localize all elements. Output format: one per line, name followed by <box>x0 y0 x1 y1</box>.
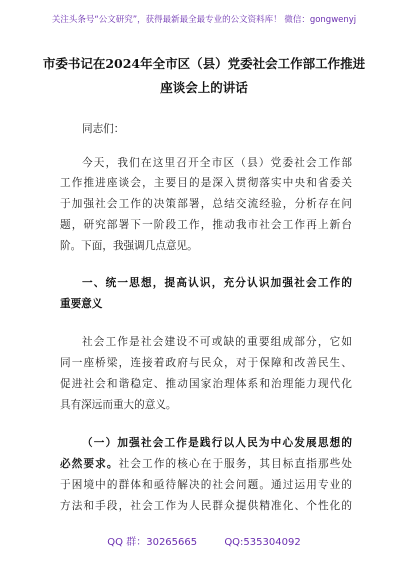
footer-qq-group: QQ 群：30265665 <box>107 537 198 548</box>
paragraph-1-line: 工作推进座谈会，主要目的是深入贯彻落实中央和省委关 <box>60 177 352 189</box>
salutation: 同志们： <box>82 123 125 135</box>
paragraph-3-line: 于困境中的群体和亟待解决的社会问题。通过运用专业的 <box>60 479 352 491</box>
paragraph-1-line: 题，研究部署下一阶段工作，推动我市社会工作再上新台 <box>60 219 352 231</box>
paragraph-1-line: 今天，我们在这里召开全市区（县）党委社会工作部 <box>82 157 352 169</box>
section-heading-1: 重要意义 <box>60 298 103 310</box>
section-heading-1: 一、统一思想，提高认识，充分认识加强社会工作的 <box>82 277 352 289</box>
paragraph-2-line: 社会工作是社会建设不可或缺的重要组成部分，它如 <box>82 336 352 348</box>
paragraph-1-line: 阶。下面，我强调几点意见。 <box>60 240 198 252</box>
paragraph-2-line: 同一座桥梁，连接着政府与民众，对于保障和改善民生、 <box>60 357 352 369</box>
paragraph-3-line <box>60 456 352 472</box>
footer-contact <box>0 536 408 550</box>
header-banner: 关注头条号“公文研究”，获得最新最全最专业的公文资料库！ 微信：gongwenyj <box>51 15 357 25</box>
document-title-line-1: 市委书记在2024年全市区（县）党委社会工作部工作推进 <box>42 56 366 71</box>
paragraph-3-line: 方法和手段，社会工作为人民群众提供精准化、个性化的 <box>60 500 352 512</box>
subsection-heading-1: （一）加强社会工作是践行以人民为中心发展思想的 <box>82 437 352 449</box>
paragraph-1-line: 于加强社会工作的决策部署，总结交流经验，分析存在问 <box>60 198 352 210</box>
document-title-line-2: 座谈会上的讲话 <box>160 80 248 95</box>
subsection-heading-1-end: 必然要求。 <box>60 458 119 470</box>
footer-qq: QQ:535304092 <box>224 537 301 548</box>
paragraph-2-line: 促进社会和谐稳定、推动国家治理体系和治理能力现代化 <box>60 378 352 390</box>
paragraph-2-line: 具有深远而重大的意义。 <box>60 399 177 411</box>
paragraph-3-text: 社会工作的核心在于服务，其目标直指那些处 <box>118 458 353 470</box>
